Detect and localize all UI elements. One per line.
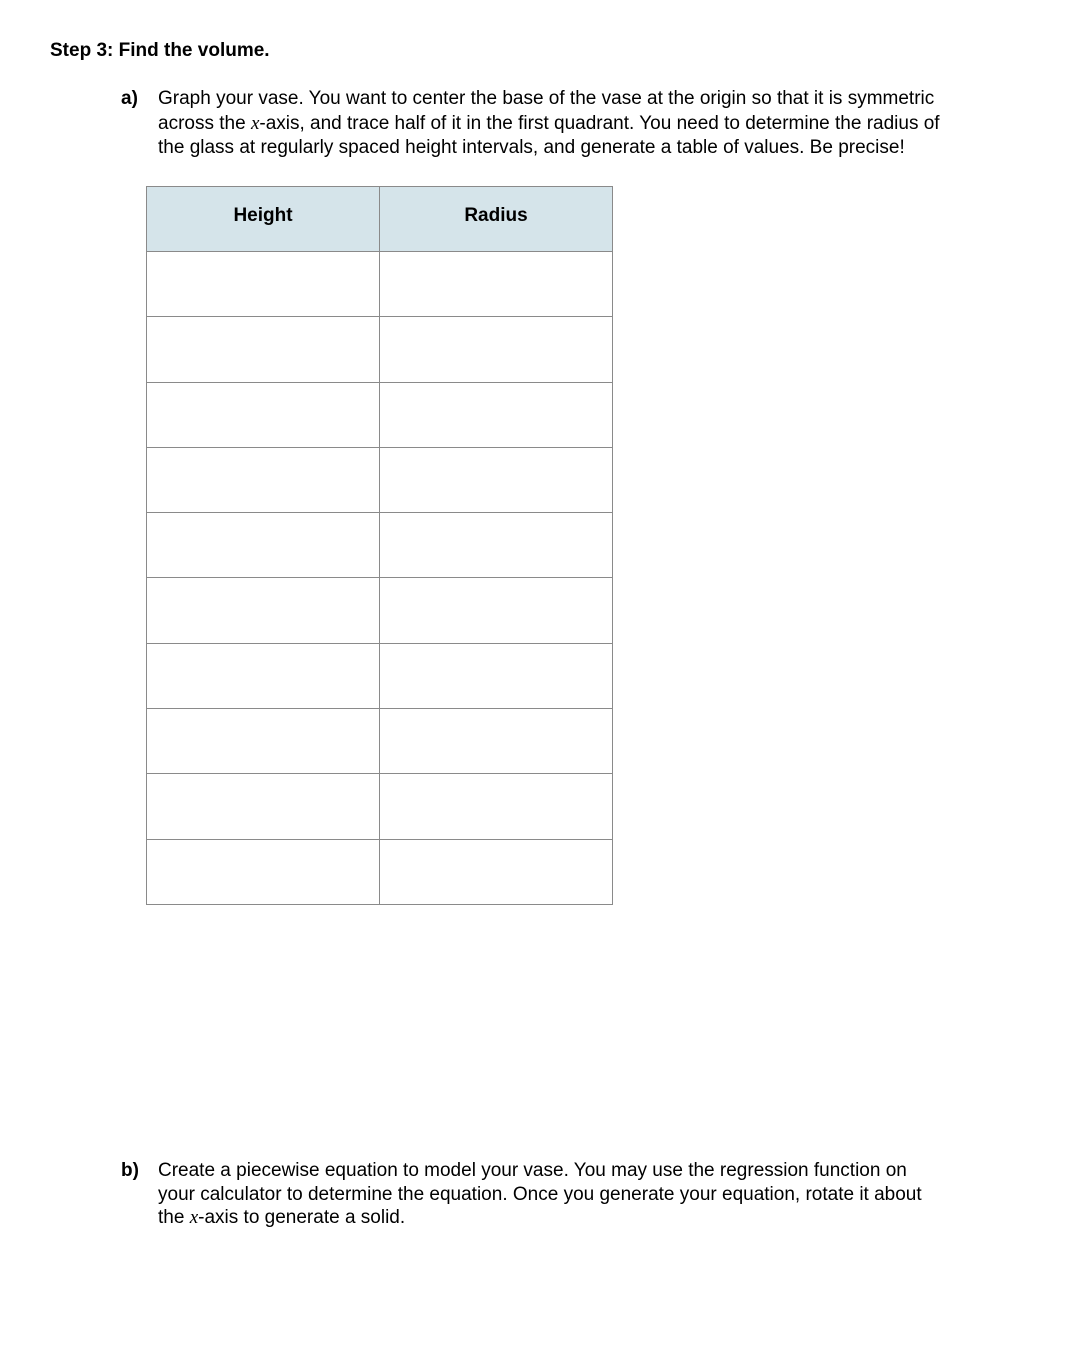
question-b-line-2: your calculator to determine the equation. Once you generate your equation, rotate it about <box>158 1183 922 1205</box>
table-row <box>147 709 613 774</box>
height-cell[interactable] <box>147 447 380 512</box>
question-a-line-3: the glass at regularly spaced height intervals, and generate a table of values. Be precise! <box>158 137 905 158</box>
height-cell[interactable] <box>147 513 380 578</box>
values-table <box>146 186 613 905</box>
table-row <box>147 317 613 382</box>
x-variable: x <box>250 112 260 134</box>
table-row <box>147 447 613 512</box>
question-a <box>121 87 1001 161</box>
height-cell[interactable] <box>147 317 380 382</box>
radius-cell[interactable] <box>380 382 613 447</box>
table-row <box>147 774 613 839</box>
height-cell[interactable] <box>147 382 380 447</box>
height-cell[interactable] <box>147 643 380 708</box>
radius-cell[interactable] <box>380 774 613 839</box>
height-cell[interactable] <box>147 774 380 839</box>
radius-cell[interactable] <box>380 447 613 512</box>
question-a-line-2 <box>158 112 1001 137</box>
height-cell[interactable] <box>147 252 380 317</box>
question-b-line-3-end: -axis to generate a solid. <box>198 1207 406 1228</box>
table-row <box>147 382 613 447</box>
question-b-line-1: Create a piecewise equation to model your vase. You may use the regression function on <box>158 1160 907 1181</box>
x-variable: x <box>189 1207 199 1228</box>
step-heading: Step 3: Find the volume. <box>50 40 270 61</box>
question-b-line-3 <box>158 1206 1001 1230</box>
height-cell[interactable] <box>147 839 380 904</box>
question-a-letter: a) <box>121 88 138 109</box>
question-a-line-2-end: -axis, and trace half of it in the first quadrant. You need to determine the radius of <box>259 112 940 134</box>
radius-cell[interactable] <box>380 317 613 382</box>
radius-cell[interactable] <box>380 839 613 904</box>
radius-column-header: Radius <box>380 187 613 252</box>
question-b-line-3-start: the <box>158 1207 190 1228</box>
question-a-text <box>158 87 1001 161</box>
question-b <box>121 1159 1001 1230</box>
height-cell[interactable] <box>147 709 380 774</box>
table-row <box>147 252 613 317</box>
radius-cell[interactable] <box>380 578 613 643</box>
table-row <box>147 578 613 643</box>
radius-cell[interactable] <box>380 513 613 578</box>
radius-cell[interactable] <box>380 709 613 774</box>
radius-cell[interactable] <box>380 252 613 317</box>
table-header-row <box>147 187 613 252</box>
question-a-line-2-start: across the <box>158 112 251 134</box>
question-a-line-1: Graph your vase. You want to center the base of the vase at the origin so that it is symmetric <box>158 88 935 109</box>
question-b-letter: b) <box>121 1160 139 1181</box>
question-b-text <box>158 1159 1001 1230</box>
height-column-header: Height <box>147 187 380 252</box>
table-row <box>147 513 613 578</box>
radius-cell[interactable] <box>380 643 613 708</box>
table-row <box>147 643 613 708</box>
height-cell[interactable] <box>147 578 380 643</box>
table-row <box>147 839 613 904</box>
